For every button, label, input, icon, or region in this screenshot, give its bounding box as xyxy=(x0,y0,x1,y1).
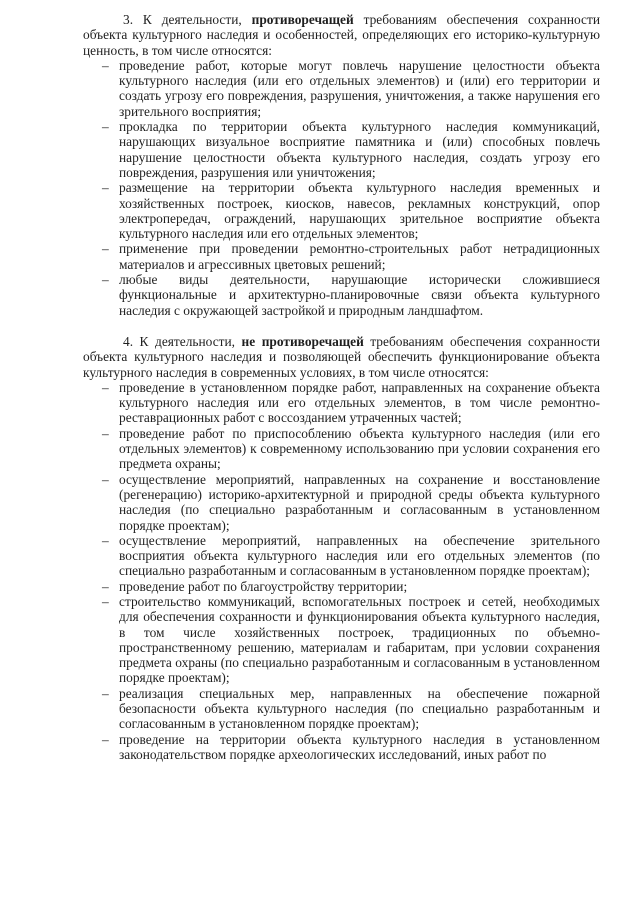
list-item-text: реализация специальных мер, направленных на обеспечение пожарной безопасности объекта культурного наследия (по специально разработанным и согласованным в установленном порядке проектам); xyxy=(119,685,600,732)
list-item-text: любые виды деятельности, нарушающие исторически сложившиеся функциональные и архитектурно-планировочные связи объекта культурного наследия с окружающей застройкой и природным ландшафтом. xyxy=(119,272,600,318)
list-item xyxy=(83,686,600,732)
dash-marker: – xyxy=(102,731,109,747)
list-item xyxy=(83,579,600,594)
list-item xyxy=(83,180,600,241)
section-4-lead-start: 4. К деятельности, xyxy=(123,333,242,349)
dash-marker: – xyxy=(102,471,109,487)
list-item-text: осуществление мероприятий, направленных на обеспечение зрительного восприятия объекта культурного наследия или его отдельных элементов (по специально разработанным и согласованным в установленном порядке проектам); xyxy=(119,532,600,579)
list-item xyxy=(83,380,600,426)
dash-marker: – xyxy=(102,685,109,701)
section-4 xyxy=(83,334,600,762)
list-item-text: проведение в установленном порядке работ, направленных на сохранение объекта культурного наследия или его отдельных элементов, в том числе ремонтно-реставрационных работ с воссозданием утраченных частей; xyxy=(119,379,600,426)
list-item xyxy=(83,272,600,318)
list-item-text: прокладка по территории объекта культурного наследия коммуникаций, нарушающих визуальное восприятие памятника и (или) способных повлечь нарушение целостности объекта культурного наследия, создать угрозу его повреждения, разрушения или уничтожения; xyxy=(119,119,600,180)
dash-marker: – xyxy=(102,532,109,548)
list-item xyxy=(83,241,600,272)
section-3-lead-start: 3. К деятельности, xyxy=(123,12,252,27)
list-item xyxy=(83,119,600,180)
list-item-text: проведение работ, которые могут повлечь нарушение целостности объекта культурного наследия (или его отдельных элементов) и (или) его территории и создать угрозу его повреждения, разрушения, уничтожения, а также нарушения его зрительного восприятия; xyxy=(119,57,600,119)
list-item-text: осуществление мероприятий, направленных на сохранение и восстановление (регенерацию) историко-архитектурной и природной среды объекта культурного наследия (по специально разработанным и согласованным в установленном порядке проектам); xyxy=(119,471,600,533)
list-item xyxy=(83,594,600,686)
dash-marker: – xyxy=(102,180,109,196)
dash-marker: – xyxy=(102,241,109,257)
dash-marker: – xyxy=(102,272,109,288)
section-4-lead-end: требованиям обеспечения сохранности объекта культурного наследия и позволяющей обеспечить функционирование объекта культурного наследия в современных условиях, в том числе относятся: xyxy=(83,333,600,380)
section-4-list xyxy=(83,380,600,762)
list-item-text: размещение на территории объекта культурного наследия временных и хозяйственных построек, киосков, навесов, рекламных конструкций, опор электропередач, ограждений, нарушающих зрительное восприятие объекта культурного наследия или его отдельных элементов; xyxy=(119,180,600,242)
list-item xyxy=(83,732,600,763)
list-item-text: применение при проведении ремонтно-строительных работ нетрадиционных материалов и агрессивных цветовых решений; xyxy=(119,241,600,272)
list-item xyxy=(83,533,600,579)
section-3-lead xyxy=(83,12,600,58)
dash-marker: – xyxy=(102,425,109,441)
list-item xyxy=(83,58,600,119)
dash-marker: – xyxy=(102,379,109,395)
dash-marker: – xyxy=(102,593,109,609)
section-3 xyxy=(83,12,600,318)
list-item xyxy=(83,472,600,533)
list-item-text: проведение работ по благоустройству территории; xyxy=(119,578,408,594)
section-3-emphasis: противоречащей xyxy=(251,12,354,27)
list-item-text: проведение работ по приспособлению объекта культурного наследия (или его отдельных элементов) к современному использованию при условии сохранения его предмета охраны; xyxy=(119,425,600,472)
document-page xyxy=(83,12,600,762)
list-item-text: строительство коммуникаций, вспомогательных построек и сетей, необходимых для обеспечения сохранности и функционирования объекта культурного наследия, в том числе хозяйственных построек, традиционных по объемно-пространственному решению, материалам и габаритам, при условии сохранения предмета охраны (по специально разработанным и согласованным в установленном порядке проектам); xyxy=(119,593,600,686)
list-item-text: проведение на территории объекта культурного наследия в установленном законодательством порядке археологических исследований, иных работ по xyxy=(119,731,600,762)
section-4-emphasis: не противоречащей xyxy=(241,333,364,349)
dash-marker: – xyxy=(102,57,109,73)
section-3-lead-end: требованиям обеспечения сохранности объекта культурного наследия и особенностей, определяющих его историко-культурную ценность, в том числе относятся: xyxy=(83,12,600,58)
section-4-lead xyxy=(83,334,600,380)
dash-marker: – xyxy=(102,119,109,135)
dash-marker: – xyxy=(102,578,109,594)
list-item xyxy=(83,426,600,472)
section-3-list xyxy=(83,58,600,318)
